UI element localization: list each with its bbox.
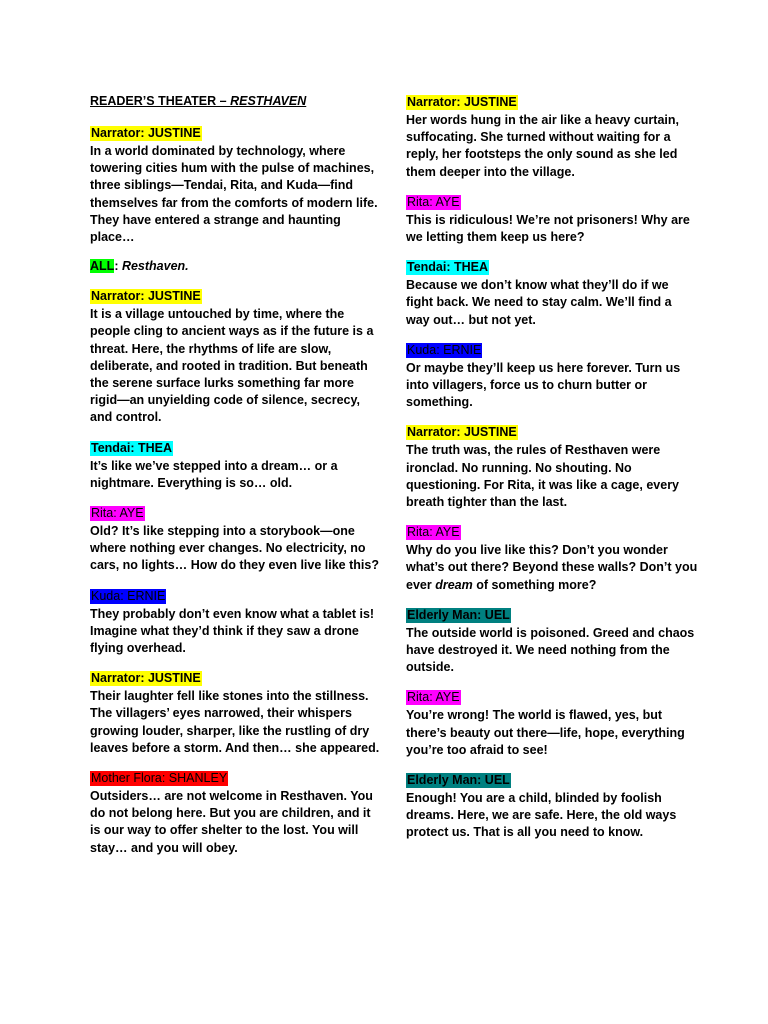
speaker-label: Mother Flora: SHANLEY xyxy=(91,771,228,786)
dialogue-block xyxy=(90,587,382,658)
dialogue-block xyxy=(90,769,382,857)
dialogue-text xyxy=(406,542,698,594)
dialogue-text: They probably don’t even know what a tablet is! Imagine what they’d think if they saw a drone flying overhead. xyxy=(90,606,375,656)
separator: : xyxy=(114,259,122,274)
dialogue-text: It is a village untouched by time, where the people cling to ancient ways as if the future is a threat. Here, the rhythms of life are slow, deliberate, and rooted in tradition. But beneath the serene surface lurks something far more rigid—an unyielding code of silence, secrecy, and control. xyxy=(90,307,374,425)
dialogue-block xyxy=(406,258,698,329)
dialogue-block xyxy=(406,193,698,246)
title-play-name: RESTHAVEN xyxy=(230,94,307,108)
dialogue-text: The truth was, the rules of Resthaven were ironclad. No running. No shouting. No questioning. For Rita, it was like a cage, every breath tighter than the last. xyxy=(406,443,680,510)
all-chorus-line xyxy=(90,258,382,275)
right-column xyxy=(406,93,698,854)
dialogue-block xyxy=(406,688,698,759)
speaker-label: Narrator: JUSTINE xyxy=(91,126,201,140)
dialogue-text: Old? It’s like stepping into a storybook—one where nothing ever changes. No electricity, no cars, no lights… How do they even live like this? xyxy=(90,524,379,573)
speaker-label: Narrator: JUSTINE xyxy=(91,289,201,304)
speaker-label: Elderly Man: UEL xyxy=(407,607,510,622)
speaker-label: Rita: AYE xyxy=(407,525,460,540)
left-column xyxy=(90,93,382,869)
speaker-label: Rita: AYE xyxy=(91,506,144,521)
speaker-label: Narrator: JUSTINE xyxy=(91,671,201,686)
speaker-label: Rita: AYE xyxy=(407,194,460,209)
dialogue-text: This is ridiculous! We’re not prisoners! Why are we letting them keep us here? xyxy=(406,212,690,245)
dialogue-text: You’re wrong! The world is flawed, yes, but there’s beauty out there—life, hope, everything you’re too afraid to see! xyxy=(406,708,685,757)
document-title xyxy=(90,93,382,110)
dialogue-emphasis: dream xyxy=(435,577,473,592)
dialogue-block xyxy=(406,423,698,511)
title-prefix: READER’S THEATER – xyxy=(90,94,231,108)
dialogue-block xyxy=(406,93,698,181)
dialogue-block xyxy=(90,669,382,757)
dialogue-text: The outside world is poisoned. Greed and chaos have destroyed it. We need nothing from the outside. xyxy=(406,625,695,675)
speaker-label: Kuda: ERNIE xyxy=(407,342,482,357)
dialogue-text: Outsiders… are not welcome in Resthaven. You do not belong here. But you are children, and it is our way to offer shelter to the lost. You will stay… and you will obey. xyxy=(90,789,373,855)
dialogue-block xyxy=(406,606,698,677)
speaker-label-all: ALL xyxy=(90,259,115,274)
dialogue-block xyxy=(90,124,382,246)
speaker-label: Kuda: ERNIE xyxy=(91,588,166,603)
dialogue-block xyxy=(90,287,382,426)
dialogue-text: Because we don’t know what they’ll do if we fight back. We need to stay calm. We’ll find a way out… but not yet. xyxy=(406,278,672,327)
dialogue-block xyxy=(90,504,382,575)
dialogue-text: In a world dominated by technology, where towering cities hum with the pulse of machines, three siblings—Tendai, Rita, and Kuda—find themselves far from the comforts of modern life. They have entered a strange and haunting place… xyxy=(90,144,378,245)
dialogue-text: Enough! You are a child, blinded by foolish dreams. Here, we are safe. Here, the old ways protect us. That is all you need to know. xyxy=(406,791,677,840)
speaker-label: Narrator: JUSTINE xyxy=(407,425,517,440)
speaker-label: Rita: AYE xyxy=(407,690,460,705)
speaker-label: Narrator: JUSTINE xyxy=(407,95,517,109)
dialogue-block xyxy=(406,771,698,842)
speaker-label: Tendai: THEA xyxy=(91,440,173,455)
dialogue-block xyxy=(406,341,698,412)
chorus-text: Resthaven. xyxy=(121,259,189,274)
dialogue-text-part: of something more? xyxy=(472,577,597,592)
dialogue-text: Or maybe they’ll keep us here forever. Turn us into villagers, force us to churn butter or something. xyxy=(406,360,681,410)
speaker-label: Tendai: THEA xyxy=(407,260,489,275)
speaker-label: Elderly Man: UEL xyxy=(407,773,510,788)
dialogue-block xyxy=(90,439,382,492)
dialogue-text: Her words hung in the air like a heavy curtain, suffocating. She turned without waiting for a reply, her footsteps the only sound as she led them deeper into the village. xyxy=(406,113,679,179)
dialogue-text: It’s like we’ve stepped into a dream… or a nightmare. Everything is so… old. xyxy=(90,458,338,490)
dialogue-block xyxy=(406,523,698,594)
dialogue-text-part: Why do you live like this? Don’t you wonder what’s out there? Beyond these walls? Don’t you ever xyxy=(406,543,698,592)
dialogue-text: Their laughter fell like stones into the stillness. The villagers’ eyes narrowed, their whispers growing louder, sharper, like the rustling of dry leaves before a storm. And then… she appeared. xyxy=(90,689,380,755)
